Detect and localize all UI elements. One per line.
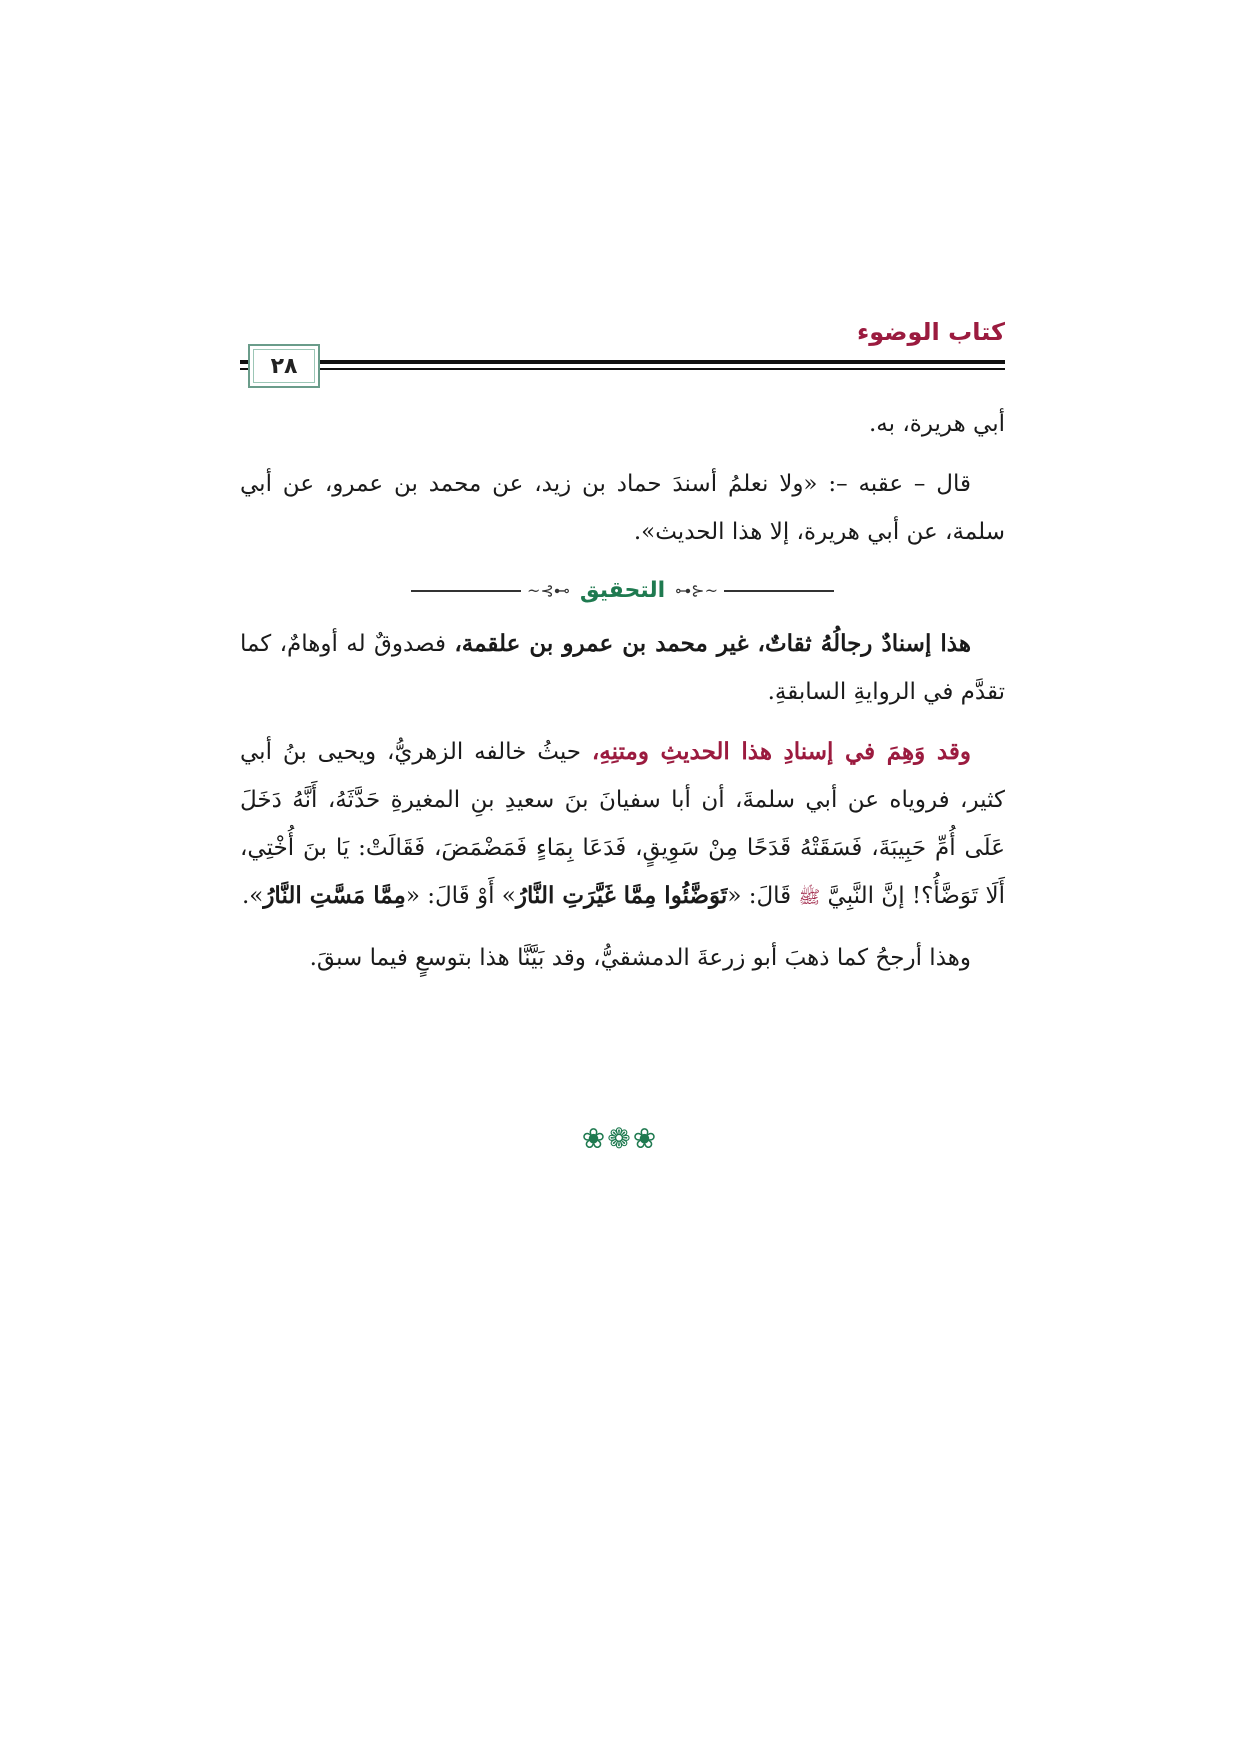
paragraph-4-text-2: قَالَ: «: [727, 883, 799, 909]
paragraph-1: أبي هريرة، به.: [868, 411, 1005, 437]
salutation-glyph: ﷺ: [798, 887, 821, 908]
page-header: [240, 318, 1005, 388]
divider-line-left: [411, 590, 521, 592]
divider-line-right: [724, 590, 834, 592]
paragraph-3: [240, 620, 1005, 716]
end-ornament-icon: ❀❁❀: [581, 1122, 659, 1155]
header-rule-thin: [240, 368, 1005, 370]
section-title: التحقيق: [579, 578, 666, 603]
paragraph-4-text-3: » أَوْ قَالَ: «: [405, 883, 516, 909]
divider-ornament-right: ~⊰⊷: [675, 581, 718, 600]
header-rule-thick: [240, 360, 1005, 364]
page-number: ٢٨: [248, 344, 320, 388]
paragraph-4-text-1: حيثُ خالفه الزهريُّ، ويحيى بنُ أبي كثير، فروياه عن أبي سلمةَ، أن أبا سفيانَ بنَ سعيدِ بنِ المغيرةِ حَدَّثَهُ، أَنَّهُ دَخَلَ عَلَى أُمِّ حَبِيبَةَ، فَسَقَتْهُ قَدَحًا مِنْ سَوِيقٍ، فَدَعَا بِمَاءٍ فَمَضْمَضَ، فَقَالَتْ: يَا بنَ أُخْتِي، أَلَا تَوَضَّأُ؟! إنَّ النَّبِيَّ: [240, 739, 1005, 909]
hadith-quote-2: مِمَّا مَسَّتِ النَّارُ: [263, 882, 406, 909]
paragraph-5: وهذا أرجحُ كما ذهبَ أبو زرعةَ الدمشقيُّ، وقد بَيَّنَّا هذا بتوسعٍ فيما سبقَ.: [309, 945, 971, 971]
body-text: [240, 400, 1005, 982]
paragraph-4-text-4: ».: [241, 883, 264, 909]
paragraph-3-rest: فصدوقٌ له أوهامٌ، كما تقدَّم في الروايةِ السابقةِ.: [240, 631, 1005, 705]
book-title: كتاب الوضوء: [856, 318, 1005, 346]
paragraph-2: قال – عقبه –: «ولا نعلمُ أسندَ حماد بن زيد، عن محمد بن عمرو، عن أبي سلمة، عن أبي هريرة، إلا هذا الحديث».: [240, 471, 1005, 545]
paragraph-3-bold: هذا إسنادٌ رجالُهُ ثقاتٌ، غير محمد بن عمرو بن علقمة،: [454, 630, 971, 657]
hadith-quote-1: تَوَضَّئُوا مِمَّا غَيَّرَتِ النَّارُ: [515, 882, 728, 909]
paragraph-4-highlight: وقد وَهِمَ في إسنادِ هذا الحديثِ ومتنِهِ،: [591, 738, 971, 765]
section-divider: [240, 566, 1005, 616]
divider-ornament-left: ⊶⊱~: [527, 581, 570, 600]
paragraph-4: [240, 728, 1005, 922]
